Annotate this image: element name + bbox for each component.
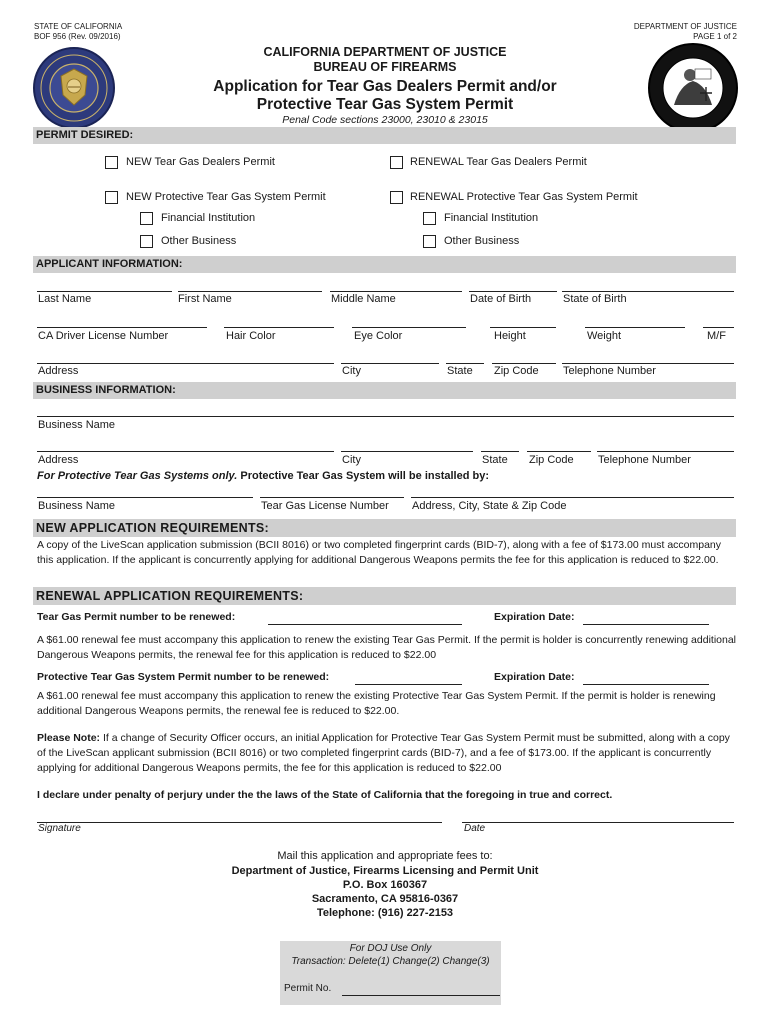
applicant-state-field[interactable] xyxy=(446,363,484,364)
new-dealers-permit-label: NEW Tear Gas Dealers Permit xyxy=(126,156,275,168)
applicant-address-label: Address xyxy=(38,365,79,377)
new-protective-permit-checkbox[interactable] xyxy=(105,191,118,204)
hair-color-label: Hair Color xyxy=(226,330,276,342)
penal-code-citation: Penal Code sections 23000, 23010 & 23015 xyxy=(282,114,488,126)
business-state-field[interactable] xyxy=(481,451,519,452)
applicant-zip-label: Zip Code xyxy=(494,365,539,377)
business-phone-field[interactable] xyxy=(597,451,734,452)
applicant-city-field[interactable] xyxy=(341,363,439,364)
security-officer-note xyxy=(37,731,737,776)
renewal-dealers-permit-checkbox[interactable] xyxy=(390,156,403,169)
applicant-information-heading: APPLICANT INFORMATION: xyxy=(33,256,736,273)
tear-gas-expiration-label: Expiration Date: xyxy=(494,611,575,623)
business-city-field[interactable] xyxy=(341,451,473,452)
protective-renewal-text: A $61.00 renewal fee must accompany this application to renew the existing Protective Tear Gas System Permit. If the permit is holder is renewing additional Dangerous Weapons permits, the renewal fee is reduced to $22.00. xyxy=(37,690,716,717)
height-label: Height xyxy=(494,330,526,342)
tear-gas-permit-number-field[interactable] xyxy=(268,624,462,625)
installer-business-name-field[interactable] xyxy=(37,497,253,498)
first-name-field[interactable] xyxy=(178,291,322,292)
installed-by-text: Protective Tear Gas System will be installed by: xyxy=(237,470,489,482)
last-name-label: Last Name xyxy=(38,293,92,305)
form-title-line-1: Application for Tear Gas Dealers Permit and/or xyxy=(213,78,557,95)
applicant-phone-label: Telephone Number xyxy=(563,365,656,377)
business-name-field[interactable] xyxy=(37,416,734,417)
tear-gas-permit-number-label: Tear Gas Permit number to be renewed: xyxy=(37,611,236,623)
height-field[interactable] xyxy=(490,327,556,328)
permit-no-field[interactable] xyxy=(342,995,500,996)
state-of-birth-field[interactable] xyxy=(562,291,734,292)
org-line-2: BUREAU OF FIREARMS xyxy=(313,60,457,74)
renewal-financial-institution-label: Financial Institution xyxy=(444,212,539,224)
please-note-label: Please Note: xyxy=(37,732,101,744)
page-number: PAGE 1 of 2 xyxy=(693,32,737,41)
permit-desired-heading: PERMIT DESIRED: xyxy=(33,127,736,144)
renewal-protective-permit-checkbox[interactable] xyxy=(390,191,403,204)
business-state-label: State xyxy=(482,454,508,466)
weight-field[interactable] xyxy=(585,327,685,328)
renewal-protective-permit-label: RENEWAL Protective Tear Gas System Permit xyxy=(410,191,638,203)
new-financial-institution-label: Financial Institution xyxy=(161,212,256,224)
installer-address-label: Address, City, State & Zip Code xyxy=(412,500,567,512)
driver-license-label: CA Driver License Number xyxy=(38,330,169,342)
signature-field[interactable] xyxy=(37,822,442,823)
eye-color-label: Eye Color xyxy=(354,330,403,342)
date-label: Date xyxy=(464,823,486,834)
middle-name-field[interactable] xyxy=(330,291,462,292)
doj-use-only-title: For DOJ Use Only xyxy=(349,943,432,954)
form-title-line-2: Protective Tear Gas System Permit xyxy=(256,96,514,113)
new-financial-institution-checkbox[interactable] xyxy=(140,212,153,225)
applicant-zip-field[interactable] xyxy=(492,363,556,364)
date-of-birth-field[interactable] xyxy=(469,291,557,292)
mail-address-line-3: Sacramento, CA 95816-0367 xyxy=(311,893,459,905)
perjury-declaration: I declare under penalty of perjury under the the laws of the State of California that the foregoing in true and correct. xyxy=(37,789,613,801)
driver-license-field[interactable] xyxy=(37,327,207,328)
attorney-general-seal-logo xyxy=(648,43,738,133)
doj-use-only-box xyxy=(280,941,501,1005)
protective-installer-instruction xyxy=(37,470,489,482)
renewal-dealers-permit-label: RENEWAL Tear Gas Dealers Permit xyxy=(410,156,587,168)
business-information-heading: BUSINESS INFORMATION: xyxy=(33,382,736,399)
mail-instruction: Mail this application and appropriate fees to: xyxy=(277,850,493,862)
protective-permit-number-field[interactable] xyxy=(355,684,462,685)
business-address-label: Address xyxy=(38,454,79,466)
installer-address-field[interactable] xyxy=(411,497,734,498)
protective-expiration-field[interactable] xyxy=(583,684,709,685)
transaction-codes: Transaction: Delete(1) Change(2) Change(3) xyxy=(291,956,490,967)
new-other-business-checkbox[interactable] xyxy=(140,235,153,248)
renewal-requirements-heading: RENEWAL APPLICATION REQUIREMENTS: xyxy=(33,587,736,605)
installer-license-label: Tear Gas License Number xyxy=(261,500,389,512)
business-name-label: Business Name xyxy=(38,419,116,431)
last-name-field[interactable] xyxy=(37,291,172,292)
first-name-label: First Name xyxy=(178,293,232,305)
renewal-other-business-checkbox[interactable] xyxy=(423,235,436,248)
middle-name-label: Middle Name xyxy=(331,293,396,305)
new-application-requirements-heading: NEW APPLICATION REQUIREMENTS: xyxy=(33,519,736,537)
applicant-address-field[interactable] xyxy=(37,363,334,364)
business-zip-label: Zip Code xyxy=(529,454,574,466)
business-phone-label: Telephone Number xyxy=(598,454,691,466)
tear-gas-renewal-text: A $61.00 renewal fee must accompany this application to renew the existing Tear Gas Permit. If the permit is holder is concurrently renewing additional Dangerous Weapons permits, the renewal fee for this application is reduced to $22.00 xyxy=(37,634,737,661)
please-note-text: If a change of Security Officer occurs, an initial Application for Protective Tear Gas System Permit must be submitted, along with a copy of the LiveScan applicant submission (BCII 8016) or two completed fingerprint cards (BID-7), and a fee of $173.00. If the applicant is concurrently applying for additional Dangerous Weapons permits, the fee for this application is reduced to $22.00 xyxy=(37,732,730,774)
org-line-1: CALIFORNIA DEPARTMENT OF JUSTICE xyxy=(263,45,507,59)
date-field[interactable] xyxy=(462,822,734,823)
eye-color-field[interactable] xyxy=(352,327,466,328)
sex-field[interactable] xyxy=(703,327,734,328)
mail-telephone: Telephone: (916) 227-2153 xyxy=(316,907,454,919)
state-of-birth-label: State of Birth xyxy=(563,293,627,305)
applicant-state-label: State xyxy=(447,365,473,377)
renewal-financial-institution-checkbox[interactable] xyxy=(423,212,436,225)
new-dealers-permit-checkbox[interactable] xyxy=(105,156,118,169)
doj-seal-logo xyxy=(33,47,115,129)
protective-only-note: For Protective Tear Gas Systems only. xyxy=(37,470,238,482)
sex-label: M/F xyxy=(707,330,726,342)
form-number: BOF 956 (Rev. 09/2016) xyxy=(34,32,121,41)
protective-permit-number-label: Protective Tear Gas System Permit number to be renewed: xyxy=(37,671,330,683)
business-zip-field[interactable] xyxy=(527,451,591,452)
permit-no-label: Permit No. xyxy=(284,983,332,994)
business-address-field[interactable] xyxy=(37,451,334,452)
renewal-other-business-label: Other Business xyxy=(444,235,520,247)
installer-license-field[interactable] xyxy=(260,497,404,498)
protective-expiration-label: Expiration Date: xyxy=(494,671,575,683)
installer-business-name-label: Business Name xyxy=(38,500,116,512)
applicant-phone-field[interactable] xyxy=(562,363,734,364)
mail-address-line-2: P.O. Box 160367 xyxy=(342,879,428,891)
business-city-label: City xyxy=(342,454,361,466)
department-label: DEPARTMENT OF JUSTICE xyxy=(633,22,737,31)
new-application-requirements-text: A copy of the LiveScan application submission (BCII 8016) or two completed fingerprint cards (BID-7), along with a fee of $173.00 must accompany this application. If the applicant is concurrently applying for additional Dangerous Weapons permits the fee for this application is reduced to $22.00. xyxy=(37,539,722,566)
new-protective-permit-label: NEW Protective Tear Gas System Permit xyxy=(126,191,326,203)
new-other-business-label: Other Business xyxy=(161,235,237,247)
weight-label: Weight xyxy=(587,330,622,342)
hair-color-field[interactable] xyxy=(224,327,334,328)
state-label: STATE OF CALIFORNIA xyxy=(34,22,123,31)
mail-address-line-1: Department of Justice, Firearms Licensing and Permit Unit xyxy=(231,865,539,877)
signature-label: Signature xyxy=(38,823,81,834)
tear-gas-expiration-field[interactable] xyxy=(583,624,709,625)
date-of-birth-label: Date of Birth xyxy=(470,293,532,305)
applicant-city-label: City xyxy=(342,365,361,377)
